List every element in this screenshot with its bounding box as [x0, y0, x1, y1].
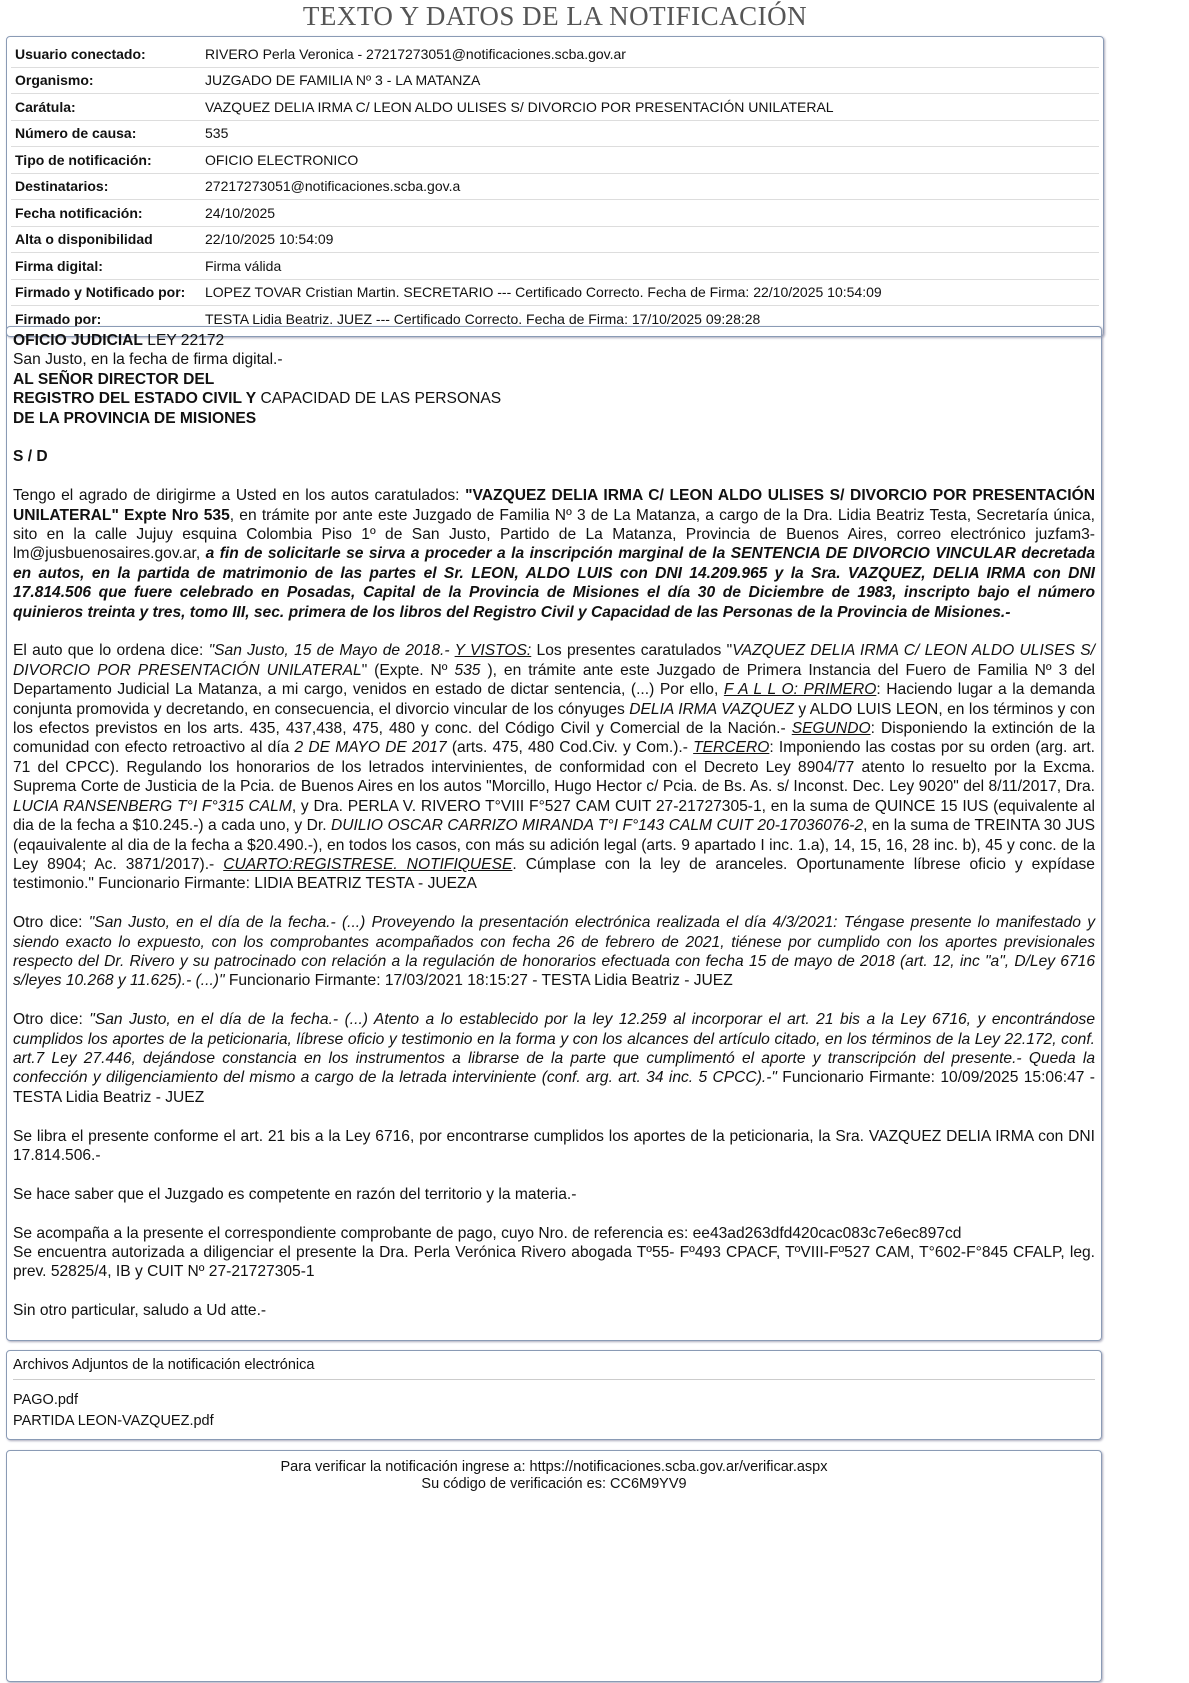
meta-row — [11, 200, 1099, 227]
text-run: AL SEÑOR DIRECTOR DEL — [13, 370, 215, 388]
body-paragraph — [13, 447, 1095, 466]
meta-value: VAZQUEZ DELIA IRMA C/ LEON ALDO ULISES S/ DIVORCIO POR PRESENTACIÓN UNILATERAL — [205, 98, 834, 115]
meta-value: OFICIO ELECTRONICO — [205, 151, 359, 168]
text-run: El auto que lo ordena dice: — [13, 642, 209, 660]
meta-value: RIVERO Perla Veronica - 27217273051@notificaciones.scba.gov.ar — [205, 45, 626, 62]
text-run: Otro dice: — [13, 1011, 90, 1029]
text-run: SEGUNDO — [791, 720, 871, 738]
body-paragraph — [13, 1010, 1095, 1107]
meta-row — [11, 253, 1099, 280]
text-run: Y VISTOS: — [454, 642, 532, 660]
text-run: : Haciendo lugar a la demanda conjunta promovida y decretando, en consecuencia, el divorcio vincular de los cónyuges — [13, 681, 1096, 718]
meta-value: LOPEZ TOVAR Cristian Martin. SECRETARIO --- Certificado Correcto. Fecha de Firma: 22/10/2025 10:54:09 — [205, 284, 882, 301]
meta-value: 27217273051@notificaciones.scba.gov.a — [205, 178, 461, 195]
meta-row — [11, 121, 1099, 148]
text-run: VAZQUEZ DELIA IRMA C/ LEON ALDO ULISES S/ DIVORCIO POR PRESENTACIÓN UNILATERAL — [13, 642, 1096, 679]
text-run: DUILIO OSCAR CARRIZO MIRANDA T°I F°143 CALM CUIT 20-17036076-2 — [331, 817, 864, 835]
body-paragraph — [13, 1301, 1095, 1320]
meta-label: Organismo: — [15, 72, 94, 89]
body-paragraph — [13, 1224, 1095, 1243]
text-run: , en la suma de TREINTA 30 JUS (eqauivalente al dia de la fecha a $20.490.-), en todos los casos, con más su adición legal (arts. 9 apartado I inc. 1.a), 14, 15, 16, 28 inc. b), 45 y conc. de la Ley 8904; Ac. 3871/2017).- — [13, 817, 1095, 873]
meta-value: 22/10/2025 10:54:09 — [205, 231, 334, 248]
attachments-panel — [6, 1350, 1102, 1440]
meta-label: Firmado y Notificado por: — [15, 284, 186, 301]
meta-value: 535 — [205, 125, 229, 142]
meta-value: JUZGADO DE FAMILIA Nº 3 - LA MATANZA — [205, 72, 481, 89]
text-run: : Disponiendo la extinción de la comunidad con efecto retroactivo al día — [13, 720, 1095, 757]
meta-value: Firma válida — [205, 257, 282, 274]
body-paragraph — [13, 486, 1095, 622]
text-run: OFICIO JUDICIAL — [13, 332, 143, 349]
text-run: "San Justo, 15 de Mayo de 2018.- — [208, 642, 455, 660]
text-run: " (Expte. Nº — [361, 661, 455, 679]
meta-label: Firmado por: — [15, 310, 102, 327]
text-run: LUCIA RANSENBERG T°I F°315 CALM — [13, 797, 292, 815]
meta-row — [11, 280, 1099, 307]
attachment-link[interactable]: PARTIDA LEON-VAZQUEZ.pdf — [13, 1413, 214, 1429]
text-run: "San Justo, en el día de la fecha.- (...) Proveyendo la presentación electrónica realizada el día 4/3/2021: Téngase presente lo manifestado y siendo exacto lo expuesto, con los comprobantes acompañados con fecha 26 de febrero de 2021, tiénese por cumplido con los aportes previsionales respecto del Dr. Rivero y su patrocinado con relación a la regulación de honorarios efectuada con fecha 15 de mayo de 2018 (art. 12, inc "a", D/Ley 6716 s/leyes 10.268 y 11.625).- (...)" — [13, 914, 1095, 990]
text-run: CAPACIDAD DE LAS PERSONAS — [256, 390, 502, 408]
text-run: Los presentes caratulados " — [531, 642, 733, 660]
text-run: : Imponiendo las costas por su orden (arg. art. 71 del CPCC). Regulando los honorarios de los letrados intervinientes, de conformidad con el Decreto Ley 8904/77 atento lo resuelto por la Excma. Suprema Corte de Justicia de la Pcia. de Buenos Aires en los autos "Morcillo, Hugo Hector c/ Pcia. de Bs. As. s/ Inconst. Dec. Ley 9020" del 8/11/2017, Dra. — [13, 739, 1096, 796]
text-run: Se hace saber que el Juzgado es competente en razón del territorio y la materia.- — [13, 1185, 577, 1203]
text-run: , y Dra. PERLA V. RIVERO T°VIII F°527 CAM CUIT 27-21727305-1, en la suma de QUINCE 15 IUS (equivalente al dia de la fecha a $10.245.-) a cada uno, y Dr. — [13, 797, 1095, 835]
text-run: Se encuentra autorizada a diligenciar el presente la Dra. Perla Verónica Rivero abogada Tº55- Fº493 CPACF, TºVIII-Fº527 CAM, T°602-F°845 CFALP, leg. prev. 52825/4, IB y CUIT Nº 27-21727305-1 — [13, 1243, 1095, 1281]
text-run: REGISTRO DEL ESTADO CIVIL Y — [13, 390, 257, 408]
meta-label: Usuario conectado: — [15, 45, 146, 62]
text-run: y — [793, 700, 810, 718]
text-run: Funcionario Firmante: 17/03/2021 18:15:27 - TESTA Lidia Beatriz - JUEZ — [224, 972, 733, 990]
attachments-heading: Archivos Adjuntos de la notificación electrónica — [13, 1357, 1095, 1380]
notification-data-table — [6, 36, 1104, 337]
text-run: Se acompaña a la presente el correspondiente comprobante de pago, cuyo Nro. de referencia es: ee43ad263dfd420cac083c7e6ec897cd — [13, 1224, 962, 1242]
body-paragraph — [13, 350, 1095, 369]
text-run: San Justo, en la fecha de firma digital.- — [13, 351, 283, 369]
verification-footer — [6, 1450, 1102, 1682]
text-run: Tengo el agrado de dirigirme a Usted en los autos caratulados: — [13, 487, 466, 505]
verification-code: Su código de verificación es: CC6M9YV9 — [421, 1476, 687, 1492]
body-paragraph — [13, 1243, 1095, 1282]
meta-label: Destinatarios: — [15, 178, 109, 195]
text-run: Sin otro particular, saludo a Ud atte.- — [13, 1302, 267, 1320]
meta-label: Fecha notificación: — [15, 204, 143, 221]
body-paragraph — [13, 1185, 1095, 1204]
body-paragraph — [13, 913, 1095, 991]
body-paragraph — [13, 1127, 1095, 1166]
meta-label: Número de causa: — [15, 125, 137, 142]
text-run: Se libra el presente conforme el art. 21 bis a la Ley 6716, por encontrarse cumplidos los aportes de la peticionaria, la Sra. VAZQUEZ DELIA IRMA con DNI 17.814.506.- — [13, 1127, 1095, 1164]
body-paragraph — [13, 641, 1095, 893]
body-paragraph — [13, 331, 1095, 350]
body-paragraph — [13, 409, 1095, 428]
meta-row — [11, 147, 1099, 174]
text-run: 2 DE MAYO DE 2017 — [294, 739, 447, 757]
text-run: ALDO LUIS LEON — [809, 700, 939, 718]
text-run: S / D — [13, 448, 48, 466]
text-run: 535 — [454, 661, 481, 679]
meta-row — [11, 68, 1099, 95]
meta-label: Carátula: — [15, 98, 76, 115]
text-run: DELIA IRMA VAZQUEZ — [629, 700, 794, 718]
verify-url-text: Para verificar la notificación ingrese a: https://notificaciones.scba.gov.ar/verificar.aspx — [280, 1459, 828, 1475]
attachment-link[interactable]: PAGO.pdf — [13, 1392, 79, 1408]
text-run: DE LA PROVINCIA DE MISIONES — [13, 409, 257, 427]
meta-label: Alta o disponibilidad — [15, 231, 153, 248]
text-run: TERCERO — [693, 739, 770, 757]
meta-value: TESTA Lidia Beatriz. JUEZ --- Certificado Correcto. Fecha de Firma: 17/10/2025 09:28:28 — [205, 310, 761, 327]
meta-row — [11, 41, 1099, 68]
body-paragraph — [13, 370, 1095, 389]
text-run: , en los términos y con los efectos previstos en los arts. 435, 437,438, 475, 480 y conc. del Código Civil y Comercial de la Nación.- — [13, 700, 1096, 738]
text-run: , en trámite por ante este Juzgado de Familia Nº 3 de La Matanza, a cargo de la Dra. Lidia Beatriz Testa, Secretaría única, sito en la calle Jujuy esquina Colombia Piso 1º de San Justo, Partido de La Matanza, Provincia de Buenos Aires, correo electrónico juzfam3-lm@jusbuenosaires.gov.ar, — [13, 506, 1095, 563]
text-run: "San Justo, en el día de la fecha.- (...) Atento a lo establecido por la ley 12.259 al incorporar el art. 21 bis a la Ley 6716, y encontrándose cumplidos los aportes de la peticionaria, líbrese oficio y testimonio en la forma y con los alcances del artículo citado, en los términos de la Ley 22.172, conf. art.7 Ley 27.446, dejándose constancia en los instrumentos a librarse de la parte que cumplimentó el aporte y transcripción del presente.- Queda la confección y diligenciamiento del mismo a cargo de la letrada interviniente (conf. arg. art. 34 inc. 5 CPCC).-" — [13, 1011, 1095, 1087]
text-run: F A L L O: PRIMERO — [723, 681, 877, 699]
meta-row — [11, 227, 1099, 254]
notification-body — [6, 326, 1102, 1341]
meta-row — [11, 94, 1099, 121]
text-run: . Cúmplase con la ley de aranceles. Oportunamente líbrese oficio y expídase testimonio." Funcionario Firmante: LIDIA BEATRIZ TESTA - JUEZA — [13, 855, 1095, 893]
meta-row — [11, 174, 1099, 201]
meta-value: 24/10/2025 — [205, 204, 276, 221]
body-paragraph — [13, 389, 1095, 408]
text-run: (arts. 475, 480 Cod.Civ. y Com.).- — [446, 739, 694, 757]
page-title: TEXTO Y DATOS DE LA NOTIFICACIÓN — [302, 1, 808, 31]
meta-label: Tipo de notificación: — [15, 151, 152, 168]
meta-label: Firma digital: — [15, 257, 103, 274]
text-run: a fin de solicitarle se sirva a proceder a la inscripción marginal de la SENTENCIA DE DIVORCIO VINCULAR decretada en autos, en la partida de matrimonio de las partes el Sr. LEON, ALDO LUIS con DNI 14.209.965 y la Sra. VAZQUEZ, DELIA IRMA con DNI 17.814.506 que fuere celebrado en Posadas, Capital de la Provincia de Misiones el día 30 de Diciembre de 1983, inscripto bajo el número quinieros treinta y tres, tomo III, sec. primera de los libros del Registro Civil y Capacidad de las Personas de la Provincia de Misiones.- — [13, 545, 1095, 621]
text-run: ), en trámite ante este Juzgado de Primera Instancia del Fuero de Familia Nº 3 del Departamento Judicial La Matanza, a mi cargo, venidos en estado de dictar sentencia, (...) Por ello, — [13, 661, 1096, 699]
text-run: Otro dice: — [13, 914, 89, 932]
text-run: LEY 22172 — [142, 332, 225, 349]
text-run: Funcionario Firmante: 10/09/2025 15:06:47 - TESTA Lidia Beatriz - JUEZ — [13, 1069, 1095, 1106]
text-run: CUARTO:REGISTRESE. NOTIFIQUESE — [223, 855, 513, 873]
text-run: "VAZQUEZ DELIA IRMA C/ LEON ALDO ULISES S/ DIVORCIO POR PRESENTACIÓN UNILATERAL" Expte Nro 535 — [13, 487, 1095, 524]
